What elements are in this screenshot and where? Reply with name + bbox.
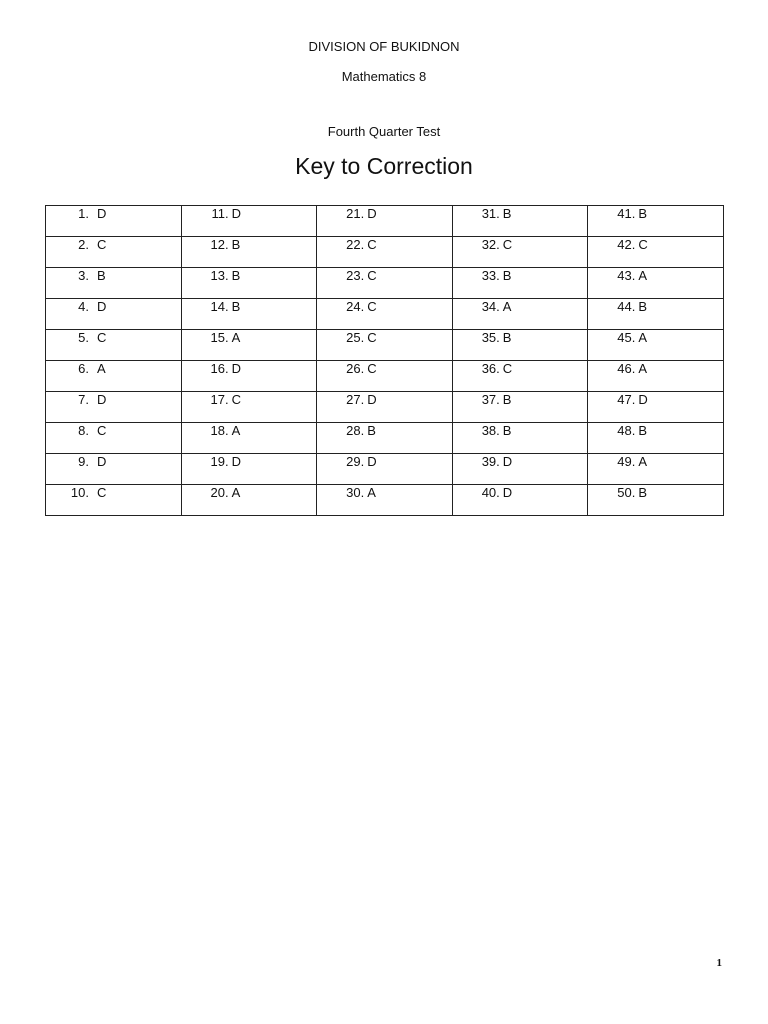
answer-letter: C [97, 237, 107, 252]
question-number: 11. [211, 206, 229, 221]
question-number: 7. [78, 392, 89, 407]
question-number: 50. [617, 485, 636, 500]
question-number: 6. [78, 361, 89, 376]
answer-cell [452, 423, 588, 454]
answer-cell [181, 237, 317, 268]
answer-letter: C [97, 485, 107, 500]
answer-letter: A [502, 299, 512, 314]
question-number: 36. [481, 361, 500, 376]
answer-letter: D [97, 454, 107, 469]
question-number: 2. [78, 237, 89, 252]
question-number: 37. [481, 392, 500, 407]
question-number: 5. [78, 330, 89, 345]
answer-letter: C [97, 423, 107, 438]
answer-letter: B [638, 423, 648, 438]
answer-letter: B [638, 206, 648, 221]
answer-cell [588, 299, 724, 330]
answer-letter: C [97, 330, 107, 345]
answer-letter: C [367, 299, 377, 314]
table-row [46, 268, 724, 299]
answer-cell [588, 206, 724, 237]
division-heading: DIVISION OF BUKIDNON [308, 39, 460, 54]
table-row [46, 206, 724, 237]
question-number: 14. [210, 299, 229, 314]
answer-cell [588, 392, 724, 423]
answer-letter: B [502, 423, 512, 438]
answer-cell [317, 423, 453, 454]
table-row [46, 423, 724, 454]
answer-cell [317, 392, 453, 423]
answer-cell [317, 237, 453, 268]
answer-cell [46, 268, 182, 299]
table-row [46, 392, 724, 423]
answer-cell [46, 206, 182, 237]
answer-cell [317, 299, 453, 330]
question-number: 42. [617, 237, 636, 252]
answer-letter: C [367, 361, 377, 376]
answer-letter: B [638, 299, 648, 314]
answer-cell [452, 330, 588, 361]
question-number: 40. [481, 485, 500, 500]
question-number: 16. [210, 361, 229, 376]
answer-letter: B [502, 330, 512, 345]
answer-cell [588, 237, 724, 268]
answer-cell [46, 423, 182, 454]
question-number: 32. [481, 237, 500, 252]
question-number: 31. [481, 206, 500, 221]
answer-letter: A [97, 361, 106, 376]
answer-letter: B [231, 268, 241, 283]
answer-letter: B [502, 206, 512, 221]
question-number: 44. [617, 299, 636, 314]
answer-cell [317, 330, 453, 361]
answer-cell [46, 330, 182, 361]
answer-letter: C [502, 237, 513, 252]
answer-letter: A [367, 485, 376, 500]
table-row [46, 330, 724, 361]
answer-cell [317, 361, 453, 392]
question-number: 30. [346, 485, 365, 500]
answer-cell [588, 423, 724, 454]
answer-cell [452, 268, 588, 299]
question-number: 33. [481, 268, 500, 283]
answer-letter: B [97, 268, 106, 283]
question-number: 22. [346, 237, 365, 252]
answer-cell [452, 237, 588, 268]
question-number: 34. [481, 299, 500, 314]
question-number: 18. [210, 423, 229, 438]
answer-letter: A [231, 330, 241, 345]
answer-letter: B [638, 485, 648, 500]
question-number: 1. [78, 206, 89, 221]
question-number: 9. [78, 454, 89, 469]
answer-cell [181, 299, 317, 330]
answer-letter: D [231, 454, 241, 469]
answer-cell [181, 392, 317, 423]
answer-cell [317, 206, 453, 237]
answer-cell [452, 206, 588, 237]
answer-letter: A [638, 361, 648, 376]
answer-cell [181, 330, 317, 361]
question-number: 17. [210, 392, 229, 407]
answer-cell [588, 330, 724, 361]
question-number: 25. [346, 330, 365, 345]
answer-cell [452, 361, 588, 392]
answer-letter: D [97, 392, 107, 407]
answer-cell [452, 485, 588, 516]
answer-cell [46, 392, 182, 423]
answer-letter: A [638, 268, 648, 283]
answer-letter: B [231, 299, 241, 314]
answer-cell [452, 392, 588, 423]
answer-cell [588, 268, 724, 299]
answer-cell [181, 454, 317, 485]
question-number: 47. [617, 392, 636, 407]
answer-letter: A [638, 454, 648, 469]
answer-letter: D [367, 454, 377, 469]
answer-letter: D [231, 206, 241, 221]
answer-cell [588, 454, 724, 485]
question-number: 4. [78, 299, 89, 314]
question-number: 19. [210, 454, 229, 469]
question-number: 21. [346, 206, 365, 221]
table-row [46, 485, 724, 516]
answer-cell [317, 485, 453, 516]
answer-cell [317, 454, 453, 485]
test-name-heading: Fourth Quarter Test [327, 124, 441, 139]
table-row [46, 299, 724, 330]
answer-cell [452, 299, 588, 330]
question-number: 28. [346, 423, 365, 438]
question-number: 46. [617, 361, 636, 376]
answer-cell [317, 268, 453, 299]
answer-cell [181, 485, 317, 516]
page-number: 1 [716, 957, 722, 969]
answer-letter: D [502, 485, 513, 500]
answer-cell [46, 361, 182, 392]
question-number: 48. [617, 423, 636, 438]
answer-key-table [45, 205, 724, 516]
answer-cell [588, 361, 724, 392]
answer-letter: C [502, 361, 513, 376]
question-number: 41. [617, 206, 636, 221]
answer-letter: B [502, 392, 512, 407]
question-number: 27. [346, 392, 365, 407]
answer-letter: C [367, 330, 377, 345]
answer-letter: B [231, 237, 241, 252]
question-number: 49. [617, 454, 636, 469]
answer-cell [181, 206, 317, 237]
answer-letter: C [367, 268, 377, 283]
question-number: 35. [481, 330, 500, 345]
answer-cell [46, 454, 182, 485]
table-row [46, 454, 724, 485]
answer-letter: D [231, 361, 241, 376]
subject-heading: Mathematics 8 [341, 69, 427, 84]
answer-letter: A [231, 485, 241, 500]
table-row [46, 237, 724, 268]
question-number: 43. [617, 268, 636, 283]
question-number: 45. [617, 330, 636, 345]
answer-letter: A [231, 423, 241, 438]
answer-letter: D [97, 206, 107, 221]
answer-cell [46, 485, 182, 516]
answer-letter: D [638, 392, 648, 407]
answer-letter: D [367, 392, 377, 407]
question-number: 38. [481, 423, 500, 438]
answer-cell [181, 361, 317, 392]
table-row [46, 361, 724, 392]
question-number: 29. [346, 454, 365, 469]
answer-letter: C [638, 237, 648, 252]
question-number: 26. [346, 361, 365, 376]
question-number: 24. [346, 299, 365, 314]
question-number: 23. [346, 268, 365, 283]
question-number: 8. [78, 423, 89, 438]
question-number: 13. [210, 268, 229, 283]
answer-letter: C [367, 237, 377, 252]
question-number: 10. [70, 485, 89, 500]
answer-letter: D [367, 206, 377, 221]
answer-letter: B [367, 423, 376, 438]
page-title: Key to Correction [295, 153, 473, 179]
answer-cell [46, 299, 182, 330]
question-number: 39. [481, 454, 500, 469]
answer-cell [452, 454, 588, 485]
answer-letter: B [502, 268, 512, 283]
answer-letter: C [231, 392, 241, 407]
answer-cell [181, 423, 317, 454]
question-number: 15. [210, 330, 229, 345]
answer-key-body [46, 206, 724, 516]
answer-cell [46, 237, 182, 268]
answer-letter: A [638, 330, 648, 345]
answer-letter: D [97, 299, 107, 314]
answer-letter: D [502, 454, 513, 469]
question-number: 12. [210, 237, 229, 252]
answer-cell [588, 485, 724, 516]
question-number: 3. [78, 268, 89, 283]
answer-cell [181, 268, 317, 299]
question-number: 20. [210, 485, 229, 500]
